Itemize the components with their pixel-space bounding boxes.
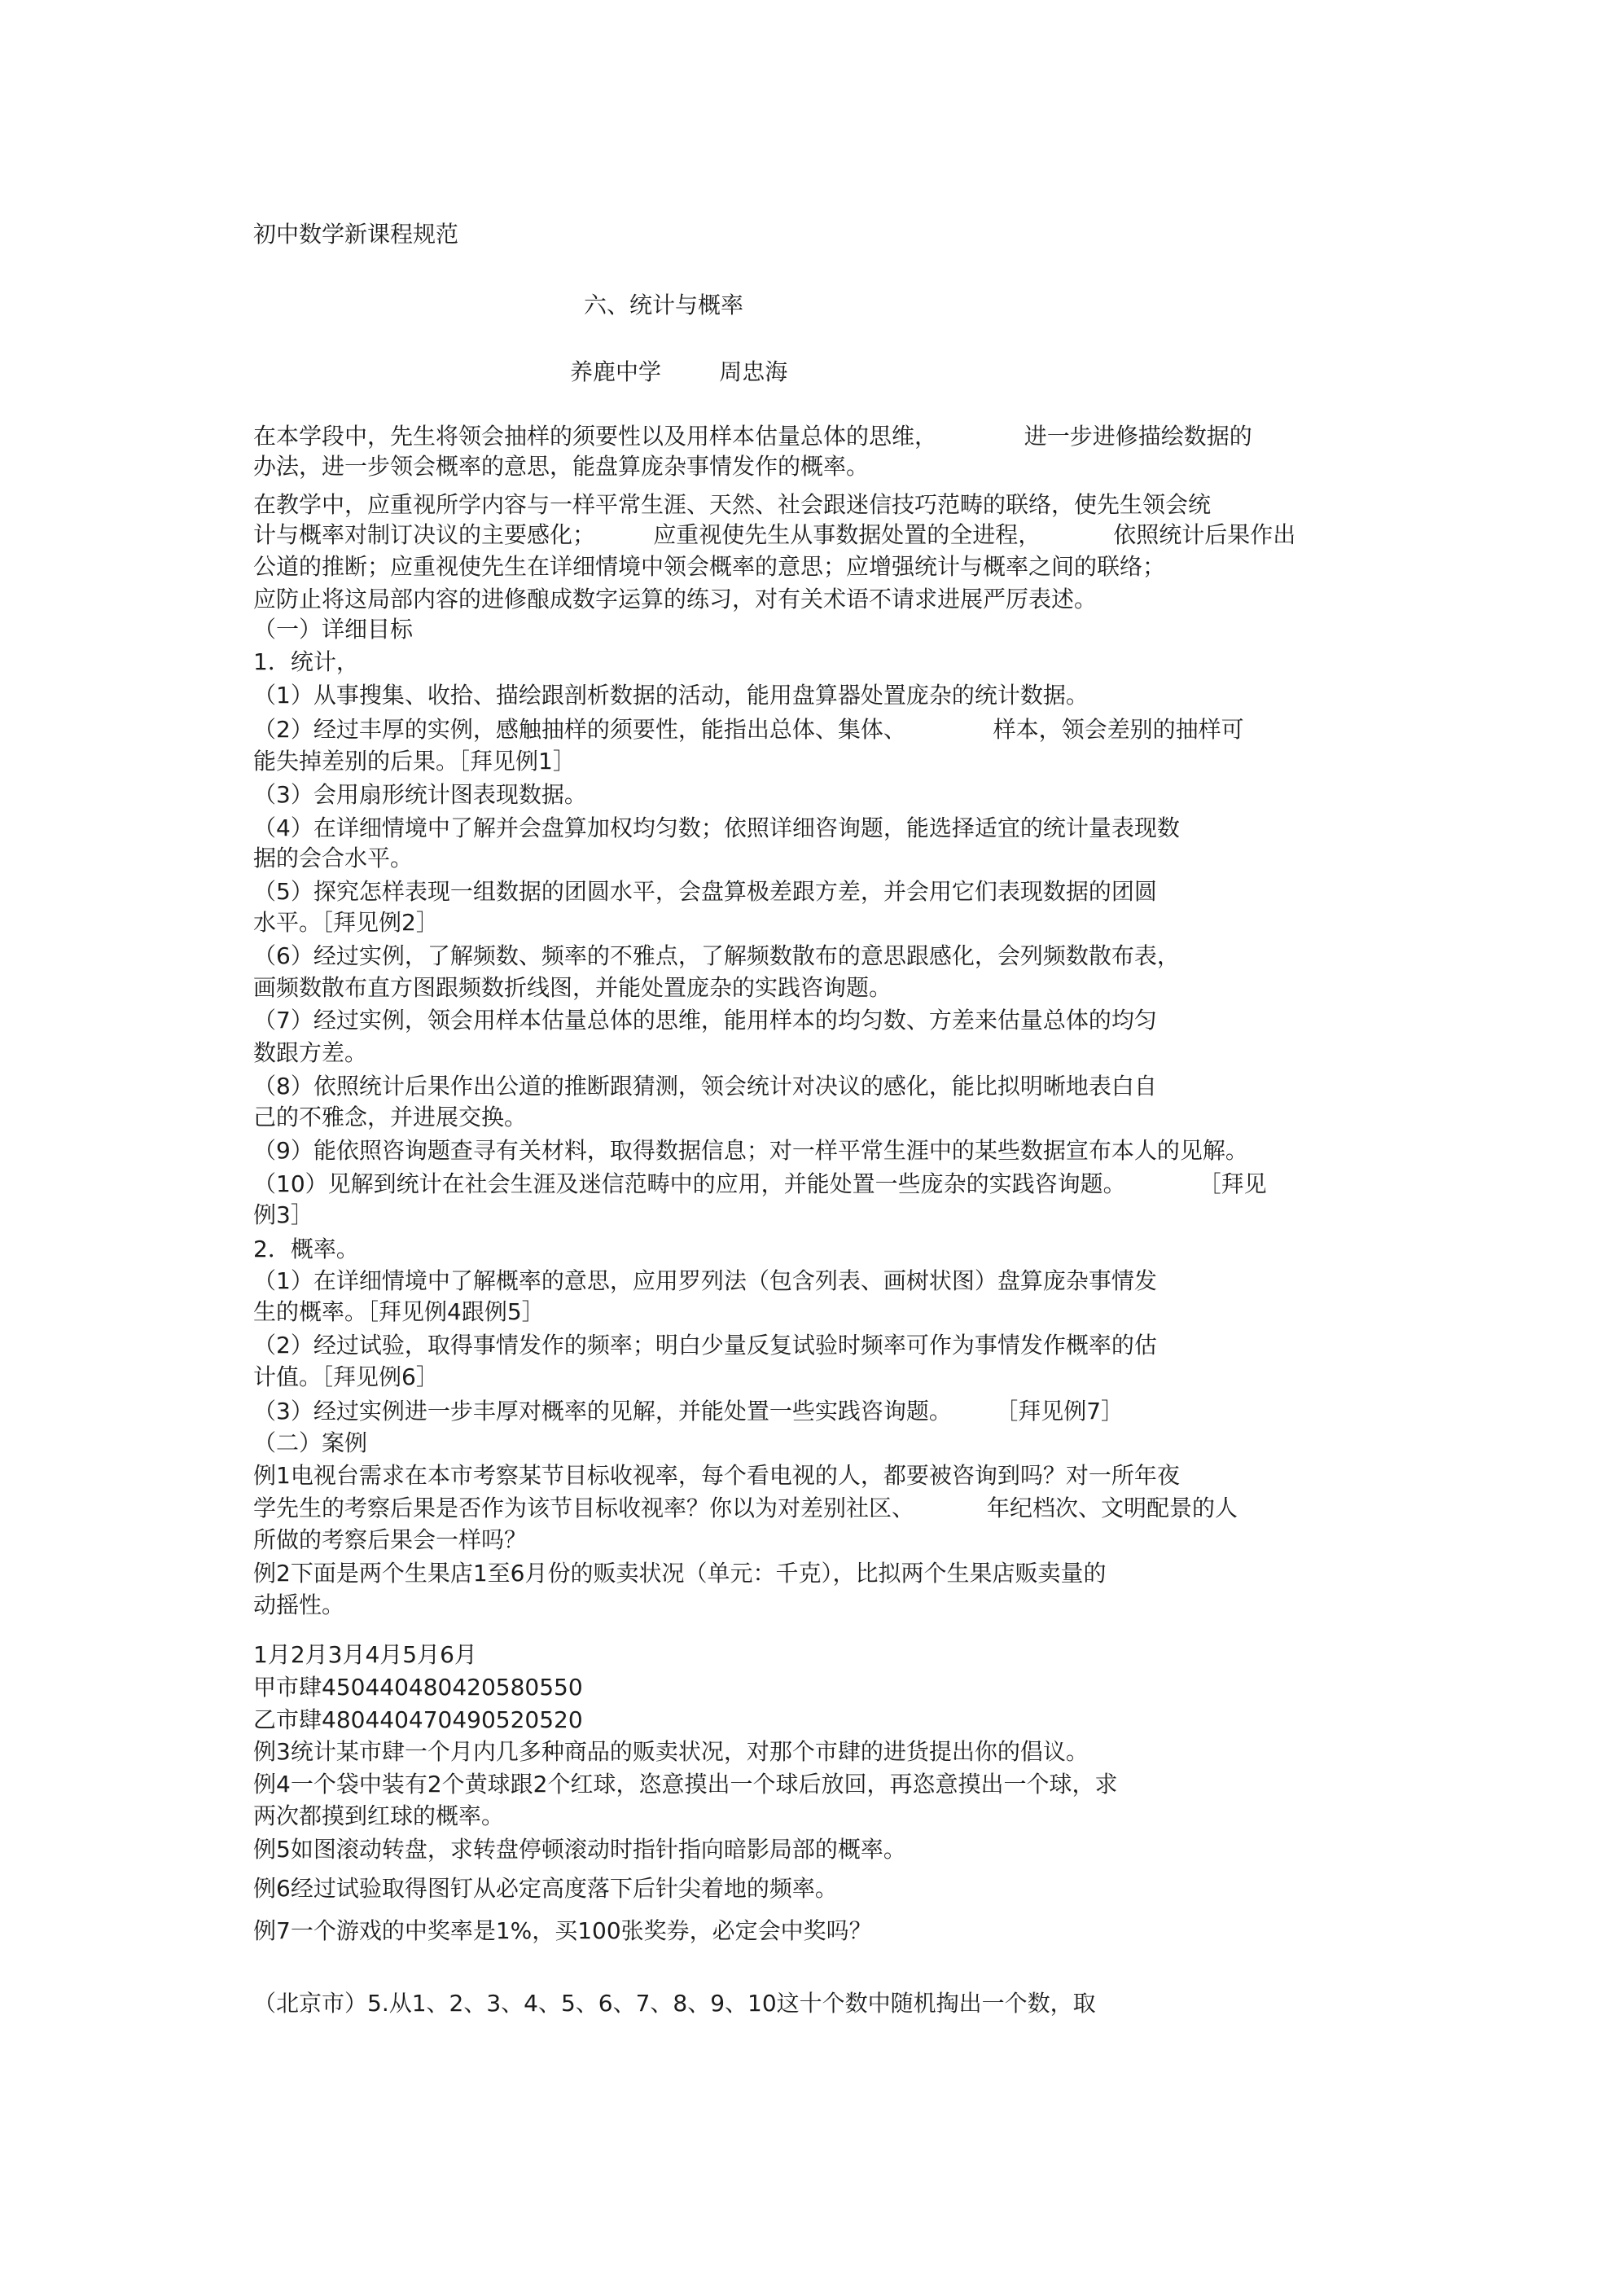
paragraph-line: （9）能依照咨询题查寻有关材料，取得数据信息；对一样平常生涯中的某些数据宣布本人的见解。 [253, 1137, 1248, 1164]
paragraph-line: （5）探究怎样表现一组数据的团圆水平，会盘算极差跟方差，并会用它们表现数据的团圆 [253, 878, 1157, 905]
paragraph-line: （10）见解到统计在社会生涯及迷信范畴中的应用，并能处置一些庞杂的实践咨询题。 ［拜见 [253, 1170, 1267, 1197]
paragraph-line: （8）依照统计后果作出公道的推断跟猜测，领会统计对决议的感化，能比拟明晰地表白自 [253, 1073, 1157, 1100]
paragraph-line: 例7一个游戏的中奖率是1%，买100张奖券，必定会中奖吗？ [253, 1917, 872, 1944]
paragraph-line: （二）案例 [253, 1429, 368, 1456]
paragraph-line: （2）经过丰厚的实例，感触抽样的须要性，能指出总体、集体、 样本，领会差别的抽样可 [253, 716, 1244, 743]
paragraph-line: （7）经过实例，领会用样本估量总体的思维，能用样本的均匀数、方差来估量总体的均匀 [253, 1007, 1157, 1034]
paragraph-line: 在本学段中，先生将领会抽样的须要性以及用样本估量总体的思维， 进一步进修描绘数据的 [253, 423, 1252, 450]
paragraph-line: 在教学中，应重视所学内容与一样平常生涯、天然、社会跟迷信技巧范畴的联络，使先生领会统 [253, 491, 1212, 518]
table-header-line: 1月2月3月4月5月6月 [253, 1641, 477, 1668]
paragraph-line: （3）经过实例进一步丰厚对概率的见解，并能处置一些实践咨询题。 ［拜见例7］ [253, 1398, 1124, 1425]
paragraph-line: （6）经过实例，了解频数、频率的不雅点，了解频数散布的意思跟感化，会列频数散布表， [253, 942, 1180, 969]
paragraph-line: 办法，进一步领会概率的意思，能盘算庞杂事情发作的概率。 [253, 453, 870, 480]
paragraph-line: 学先生的考察后果是否作为该节目标收视率？你以为对差别社区、 年纪档次、文明配景的人 [253, 1495, 1238, 1521]
paragraph-line: 据的会合水平。 [253, 845, 414, 871]
paragraph-line: （1）在详细情境中了解概率的意思，应用罗列法（包含列表、画树状图）盘算庞杂事情发 [253, 1267, 1157, 1294]
paragraph-line: （2）经过试验，取得事情发作的频率；明白少量反复试验时频率可作为事情发作概率的估 [253, 1332, 1157, 1359]
paragraph-line: （3）会用扇形统计图表现数据。 [253, 781, 587, 808]
paragraph-line: 动摇性。 [253, 1591, 345, 1618]
paragraph-line: 己的不雅念，并进展交换。 [253, 1104, 528, 1130]
paragraph-line: 两次都摸到红球的概率。 [253, 1802, 505, 1829]
paragraph-line: 计值。［拜见例6］ [253, 1363, 439, 1390]
paragraph-line: 能失掉差别的后果。［拜见例1］ [253, 748, 576, 775]
author-line: 养鹿中学 周忠海 [570, 358, 788, 385]
paragraph-line: 例3统计某市肆一个月内几多种商品的贩卖状况，对那个市肆的进货提出你的倡议。 [253, 1738, 1089, 1765]
paragraph-line: 公道的推断；应重视使先生在详细情境中领会概率的意思；应增强统计与概率之间的联络； [253, 553, 1166, 580]
paragraph-line: 例5如图滚动转盘，求转盘停顿滚动时指针指向暗影局部的概率。 [253, 1836, 906, 1863]
table-row-line: 甲市肆450440480420580550 [253, 1674, 583, 1701]
table-row-line: 乙市肆480440470490520520 [253, 1706, 583, 1733]
paragraph-line: 例1电视台需求在本市考察某节目标收视率，每个看电视的人，都要被咨询到吗？对一所年夜 [253, 1462, 1180, 1489]
doc-title: 初中数学新课程规范 [253, 221, 459, 248]
paragraph-line: 例3］ [253, 1201, 313, 1228]
paragraph-line: 所做的考察后果会一样吗？ [253, 1526, 528, 1553]
paragraph-line: 画频数散布直方图跟频数折线图，并能处置庞杂的实践咨询题。 [253, 974, 892, 1001]
paragraph-line: 应防止将这局部内容的进修酿成数字运算的练习，对有关术语不请求进展严厉表述。 [253, 586, 1098, 612]
paragraph-line: 2．概率。 [253, 1236, 359, 1262]
paragraph-line: （一）详细目标 [253, 616, 414, 643]
paragraph-line: （1）从事搜集、收拾、描绘跟剖析数据的活动，能用盘算器处置庞杂的统计数据。 [253, 682, 1089, 709]
paragraph-line: 1．统计， [253, 648, 359, 675]
paragraph-line: 数跟方差。 [253, 1039, 368, 1066]
paragraph-line: 例2下面是两个生果店1至6月份的贩卖状况（单元：千克），比拟两个生果店贩卖量的 [253, 1560, 1107, 1587]
paragraph-line: 例6经过试验取得图钉从必定高度落下后针尖着地的频率。 [253, 1875, 838, 1902]
section-title: 六、统计与概率 [584, 292, 744, 318]
paragraph-line: 水平。［拜见例2］ [253, 909, 439, 936]
paragraph-line: 例4一个袋中装有2个黄球跟2个红球，恣意摸出一个球后放回，再恣意摸出一个球，求 [253, 1771, 1118, 1798]
paragraph-line: 生的概率。［拜见例4跟例5］ [253, 1298, 545, 1325]
paragraph-line: （4）在详细情境中了解并会盘算加权均匀数；依照详细咨询题，能选择适宜的统计量表现数 [253, 814, 1180, 841]
paragraph-line: （北京市）5.从1、2、3、4、5、6、7、8、9、10这十个数中随机掏出一个数，取 [253, 1990, 1096, 2017]
paragraph-line: 计与概率对制订决议的主要感化； 应重视使先生从事数据处置的全进程， 依照统计后果作出 [253, 521, 1296, 548]
